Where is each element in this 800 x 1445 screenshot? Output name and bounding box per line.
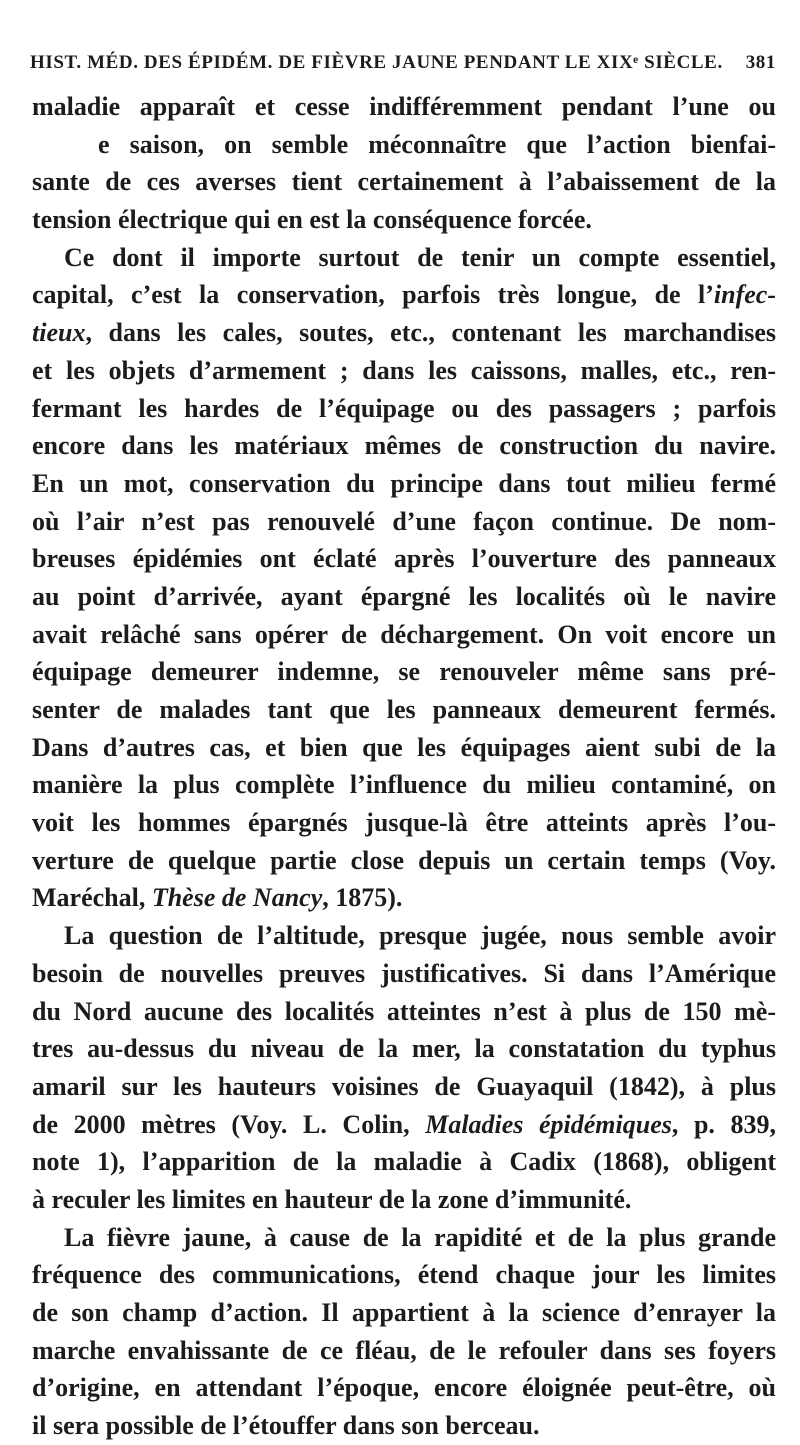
text-run: encore dans les matériaux mêmes de construction du navire. bbox=[32, 431, 776, 461]
text-line bbox=[32, 503, 776, 541]
text-line bbox=[32, 653, 776, 691]
text-line bbox=[32, 842, 776, 880]
text-run: capital, c’est la conservation, parfois très longue, de l’ bbox=[32, 280, 714, 310]
text-run: d’origine, en attendant l’époque, encore éloignée peut-être, où bbox=[32, 1373, 776, 1403]
body-text bbox=[32, 88, 776, 1445]
text-run: besoin de nouvelles preuves justificatives. Si dans l’Amérique bbox=[32, 958, 776, 988]
text-run: Dans d’autres cas, et bien que les équipages aient subi de la bbox=[32, 732, 776, 762]
page-header bbox=[30, 52, 776, 82]
text-line bbox=[32, 1143, 776, 1181]
text-run: voit les hommes épargnés jusque-là être atteints après l’ou- bbox=[32, 808, 776, 838]
text-line bbox=[32, 352, 776, 390]
text-line bbox=[32, 88, 776, 126]
text-run: à reculer les limites en hauteur de la zone d’immunité. bbox=[32, 1184, 632, 1214]
text-run: fréquence des communications, étend chaque jour les limites bbox=[32, 1260, 776, 1290]
text-line bbox=[32, 1030, 776, 1068]
text-line bbox=[32, 616, 776, 654]
text-run: e saison, on semble méconnaître que l’action bienfai- bbox=[98, 129, 776, 159]
text-line bbox=[32, 1369, 776, 1407]
page-number: 381 bbox=[745, 52, 776, 73]
text-run: En un mot, conservation du principe dans tout milieu fermé bbox=[32, 468, 776, 498]
text-run: avait relâché sans opérer de déchargement. On voit encore un bbox=[32, 619, 776, 649]
text-line bbox=[32, 804, 776, 842]
italic-text: infec- bbox=[713, 280, 776, 310]
text-run: du Nord aucune des localités atteintes n’est à plus de 150 mè- bbox=[32, 996, 776, 1026]
text-run: senter de malades tant que les panneaux demeurent fermés. bbox=[32, 695, 776, 724]
text-run: maladie apparaît et cesse indifféremment pendant l’une ou bbox=[32, 92, 776, 121]
text-line bbox=[32, 1068, 776, 1106]
text-run: verture de quelque partie close depuis un certain temps (Voy. bbox=[32, 845, 776, 875]
text-run: La question de l’altitude, presque jugée, nous semble avoir bbox=[64, 921, 776, 951]
text-run: breuses épidémies ont éclaté après l’ouverture des panneaux bbox=[32, 544, 776, 574]
text-run: de 2000 mètres (Voy. L. Colin, bbox=[32, 1109, 426, 1139]
text-line bbox=[32, 729, 776, 767]
text-line bbox=[32, 126, 776, 164]
text-line bbox=[32, 1407, 776, 1445]
italic-text: tieux bbox=[32, 318, 86, 348]
text-line bbox=[32, 766, 776, 804]
text-line bbox=[32, 1256, 776, 1294]
text-line bbox=[32, 1106, 776, 1144]
text-line bbox=[32, 1181, 776, 1219]
text-run: tres au-dessus du niveau de la mer, la constatation du typhus bbox=[32, 1034, 776, 1064]
text-line bbox=[32, 1219, 776, 1257]
text-line bbox=[32, 276, 776, 314]
text-run: marche envahissante de ce fléau, de le refouler dans ses foyers bbox=[32, 1335, 776, 1365]
text-line bbox=[32, 163, 776, 201]
text-run: il sera possible de l’étouffer dans son berceau. bbox=[32, 1411, 540, 1441]
text-line bbox=[32, 314, 776, 352]
text-run: amaril sur les hauteurs voisines de Guayaquil (1842), à plus bbox=[32, 1071, 776, 1101]
text-run: de son champ d’action. Il appartient à la science d’enrayer la bbox=[32, 1298, 776, 1327]
text-line bbox=[32, 201, 776, 239]
text-line bbox=[32, 427, 776, 465]
italic-text: Thèse de Nancy bbox=[151, 883, 323, 913]
text-run: et les objets d’armement ; dans les caissons, malles, etc., ren- bbox=[32, 355, 776, 385]
text-run: La fièvre jaune, à cause de la rapidité et de la plus grande bbox=[64, 1222, 776, 1252]
text-line bbox=[32, 691, 776, 729]
text-run: , 1875). bbox=[322, 883, 403, 913]
text-line bbox=[32, 1332, 776, 1370]
text-line bbox=[32, 993, 776, 1031]
text-run: sante de ces averses tient certainement à l’abaissement de la bbox=[32, 167, 776, 197]
running-title: HIST. MÉD. DES ÉPIDÉM. DE FIÈVRE JAUNE PENDANT LE XIXᵉ SIÈCLE. bbox=[30, 52, 723, 73]
text-line bbox=[32, 239, 776, 277]
italic-text: Maladies épidémiques bbox=[425, 1109, 672, 1139]
text-run: fermant les hardes de l’équipage ou des passagers ; parfois bbox=[32, 393, 776, 423]
text-line bbox=[32, 465, 776, 503]
text-line bbox=[32, 540, 776, 578]
text-line bbox=[32, 390, 776, 428]
text-line bbox=[32, 578, 776, 616]
text-line bbox=[32, 1294, 776, 1332]
text-run: Maréchal, bbox=[32, 883, 152, 913]
text-line bbox=[32, 917, 776, 955]
text-run: équipage demeurer indemne, se renouveler même sans pré- bbox=[32, 657, 776, 687]
text-run: , dans les cales, soutes, etc., contenant les marchandises bbox=[85, 318, 776, 348]
text-run: , p. 839, bbox=[671, 1109, 776, 1139]
text-run: note 1), l’apparition de la maladie à Cadix (1868), obligent bbox=[32, 1147, 776, 1177]
text-run: tension électrique qui en est la conséquence forcée. bbox=[32, 205, 592, 235]
text-line bbox=[32, 955, 776, 993]
text-run: Ce dont il importe surtout de tenir un compte essentiel, bbox=[64, 242, 776, 272]
text-run: au point d’arrivée, ayant épargné les localités où le navire bbox=[32, 581, 776, 611]
text-line bbox=[32, 879, 776, 917]
text-run: où l’air n’est pas renouvelé d’une façon continue. De nom- bbox=[32, 506, 776, 536]
text-run: manière la plus complète l’influence du milieu contaminé, on bbox=[32, 770, 776, 800]
